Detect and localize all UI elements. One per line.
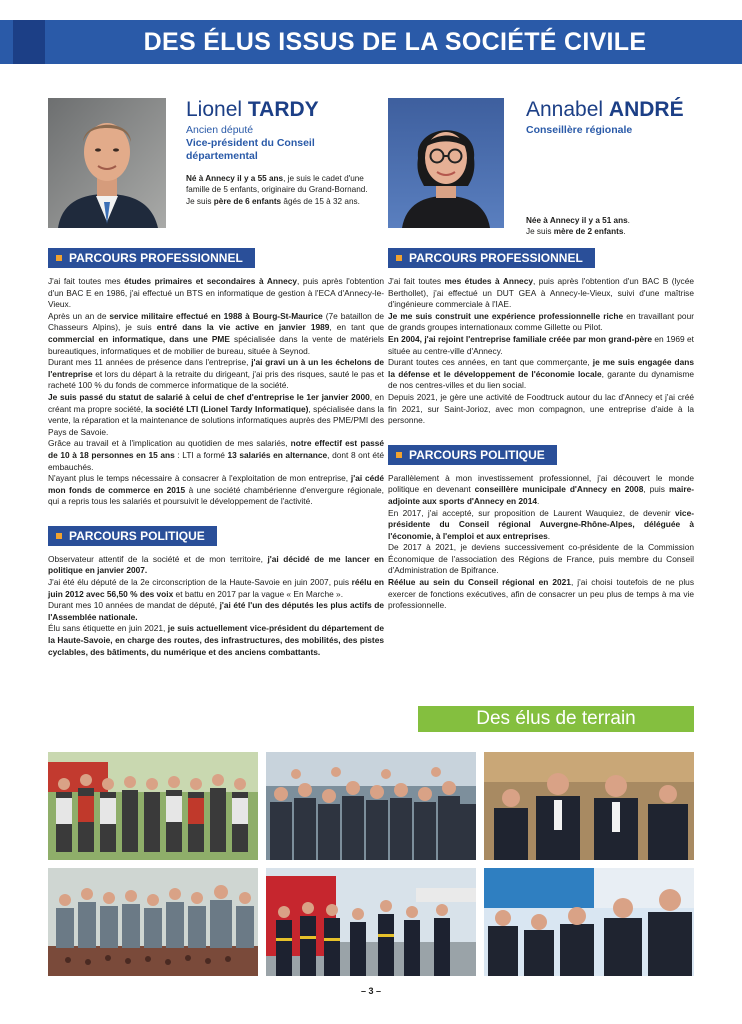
first-name: Annabel [526, 98, 604, 121]
section-heading-professional [388, 248, 595, 268]
heading-label: PARCOURS POLITIQUE [69, 528, 205, 543]
paragraph [48, 392, 384, 438]
paragraph [526, 215, 694, 226]
paragraph [186, 196, 384, 207]
text-run: en travaillant pour de grands groupes internationaux comme Gillette ou Pilot. [388, 310, 694, 333]
paragraph [48, 311, 384, 357]
text-run-bold: service militaire effectué en 1988 à Bourg-St-Maurice [109, 310, 323, 321]
text-run-bold: notre effectif est passé de 10 à 18 personnes en 15 ans [48, 438, 385, 460]
text-run-bold: mes études à Annecy [444, 276, 533, 286]
profile-bio [186, 173, 384, 207]
section-heading-political [388, 445, 557, 465]
profile-header-tardy [48, 98, 384, 230]
text-run: J'ai fait toutes mes [48, 276, 125, 286]
text-run-bold: entré dans la vie active en janvier 1989 [156, 322, 330, 333]
text-run-bold: commercial en informatique, dans une PME [48, 333, 230, 344]
profile-column-tardy [48, 98, 384, 658]
text-run: J'ai fait toutes [388, 276, 445, 286]
paragraph [48, 600, 384, 623]
photo-group-outdoor [48, 752, 258, 860]
role-current: Conseillère régionale [526, 124, 633, 136]
text-run-bold: j'ai gravi un à un les échelons de l'entreprise [48, 357, 385, 379]
paragraph [48, 438, 384, 473]
section-heading-political [48, 526, 217, 546]
text-run: Parallèlement à mon investissement professionnel, j'ai découvert le monde politique en devenant [388, 472, 694, 495]
text-run: . [536, 495, 540, 506]
portrait-tardy [48, 98, 166, 228]
heading-label: PARCOURS PROFESSIONNEL [69, 251, 243, 265]
text-run-bold: Je me suis construit une expérience professionnelle riche [388, 310, 624, 321]
text-run-bold: la société LTI (Lionel Tardy Informatique) [145, 403, 309, 414]
text-run-bold: père de 6 enfants [213, 196, 282, 206]
photo-officials-indoor [484, 752, 694, 860]
text-run-bold: maire-adjointe aux sports d'Annecy en 2014 [388, 484, 694, 506]
text-run: âgés de 15 à 32 ans. [281, 196, 360, 206]
paragraph [48, 276, 384, 311]
profile-name [186, 98, 384, 122]
heading-square-icon [56, 255, 62, 261]
paragraph [186, 173, 384, 196]
text-run: . [547, 530, 551, 541]
political-text [388, 473, 694, 612]
profile-info-tardy [186, 98, 384, 207]
text-run: Je suis [526, 227, 554, 237]
paragraph [526, 226, 694, 237]
text-run: , spécialisée dans la vente, la réparation et la maintenance de solutions informatiques auprès des PME/PMI des Pays de Savoie. [48, 403, 385, 437]
text-run-bold: études primaires et secondaires à Annecy [124, 276, 298, 286]
banner-accent [13, 20, 45, 64]
photo-firefighters [266, 868, 476, 976]
profile-role [526, 124, 694, 137]
last-name: TARDY [247, 98, 319, 121]
text-run: En 2017, j'ai accepté, sur proposition de Laurent Wauquiez, de devenir [388, 507, 675, 518]
profile-header-andre [388, 98, 694, 237]
first-name: Lionel [186, 98, 243, 121]
text-run: , puis après l'obtention d'un BAC B (lycée Berthollet), j'ai effectué un DUT GEA à Annecy-le-Vieux, suivi d'une maîtrise d'ingénieure commerciale à l'IAE. [388, 276, 694, 310]
text-run: , garante du dynamisme de nos centres-villes et du lien social. [388, 368, 694, 391]
heading-square-icon [56, 533, 62, 539]
profile-column-andre [388, 98, 694, 612]
paragraph [388, 357, 694, 392]
paragraph [388, 473, 694, 508]
paragraph [388, 311, 694, 334]
text-run: , en créant ma propre société, [48, 391, 385, 414]
role-current: Vice-président du Conseil départemental [186, 137, 315, 162]
text-run-bold: conseillère municipale d'Annecy en 2008 [474, 484, 644, 495]
text-run: Après un an de [48, 310, 110, 321]
profile-role [186, 124, 384, 163]
paragraph [388, 508, 694, 543]
paragraph [388, 542, 694, 577]
paragraph [48, 577, 384, 600]
text-run: . [623, 227, 626, 237]
profile-bio [526, 215, 694, 238]
text-run: , je suis le cadet d'une famille de 5 enfants, originaire du Grand-Bornand. [186, 174, 368, 195]
text-run: , j'ai choisi toutefois de ne plus exercer de fonctions exécutives, afin de consacrer un peu plus de temps à ma vie professionnelle. [388, 577, 694, 611]
text-run: , en tant que [329, 322, 384, 333]
heading-label: PARCOURS POLITIQUE [409, 447, 545, 462]
profile-name [526, 98, 694, 122]
heading-square-icon [396, 255, 402, 261]
profile-info-andre [526, 98, 694, 238]
text-run: , dont 8 ont été embauchés. [48, 449, 384, 472]
text-run-bold: Je suis passé du statut de salarié à celui de chef d'entreprise le 1er janvier 2000 [48, 391, 370, 402]
terrain-heading: Des élus de terrain [418, 706, 694, 732]
text-run: Durant toutes ces années, en tant que commerçante, [388, 357, 593, 368]
text-run-bold: Née à Annecy il y a 51 ans [526, 216, 628, 225]
text-run: spécialisée dans la vente de matériels bureautiques, informatiques et de mobilier de bureau, située à Seynod. [48, 333, 384, 356]
text-run: N'ayant plus le temps nécessaire à consacrer à l'exploitation de mon entreprise, [48, 473, 351, 484]
text-run: Depuis 2021, je gère une activité de Foodtruck autour du lac d'Annecy et j'ai créé fin 2021, sur Saint-Jorioz, avec mon compagnon, une entreprise d'aide à la personne. [388, 391, 694, 426]
text-run: Durant mes 10 années de mandat de député, [48, 600, 220, 611]
paragraph [388, 334, 694, 357]
text-run-bold: je suis actuellement vice-président du département de la Haute-Savoie, en charge des routes, des infrastructures, des mobilités, des pistes cyclables, des bâtiments, du numérique et des anciens combattants. [48, 623, 384, 657]
text-run-bold: 13 salariés en alternance [227, 449, 328, 460]
text-run: à une société chambérienne d'envergure régionale, qui a repris tous les salariés et poursuivit le développement de l'activité. [48, 484, 384, 507]
text-run: et battu en 2017 par la vague « En Marche ». [173, 588, 344, 599]
text-run: Durant mes 11 années de présence dans l'entreprise, [48, 357, 252, 368]
text-run-bold: j'ai décidé de me lancer en politique en janvier 2007. [48, 553, 384, 576]
text-run: en 1969 et située au centre-ville d'Annecy. [388, 333, 695, 356]
paragraph [48, 473, 384, 508]
political-text [48, 554, 384, 658]
title-banner [0, 20, 742, 64]
text-run: Je suis [186, 196, 214, 206]
role-former: Ancien député [186, 124, 254, 136]
paragraph [388, 276, 694, 311]
text-run: Grâce au travail et à l'implication au quotidien de mes salariés, [48, 438, 291, 449]
text-run: , puis [643, 484, 669, 495]
paragraph [48, 554, 384, 577]
text-run-bold: Né à Annecy il y a 55 ans [186, 174, 284, 183]
paragraph [48, 357, 384, 392]
page-title: DES ÉLUS ISSUS DE LA SOCIÉTÉ CIVILE [143, 28, 647, 56]
paragraph [388, 392, 694, 427]
text-run-bold: mère de 2 enfants [553, 227, 624, 237]
heading-square-icon [396, 452, 402, 458]
text-run: , puis après l'obtention d'un BAC E en 1986, j'ai effectué un BTS en informatique de gestion à l'ECA d'Annecy-le-Vieux. [48, 276, 385, 310]
text-run-bold: je me suis engagée dans la défense et le développement de l'économie locale [388, 357, 694, 379]
text-run-bold: En 2004, j'ai rejoint l'entreprise familiale créée par mon grand-père [388, 333, 652, 344]
photo-crowd-meeting [266, 752, 476, 860]
text-run-bold: vice-présidente du Conseil régional Auvergne-Rhône-Alpes, déléguée à l'économie, à l'emploi et aux entreprises [388, 507, 694, 541]
text-run: De 2017 à 2021, je deviens successivement co-présidente de la Commission Économique de l'association des Régions de France, puis membre du Conseil d'Administration de Bpifrance. [388, 542, 694, 576]
section-heading-professional [48, 248, 255, 268]
text-run: (7e bataillon de Chasseurs Alpins), je suis [48, 310, 384, 333]
text-run: . [627, 216, 630, 225]
portrait-andre [388, 98, 504, 228]
text-run: et lors du départ à la retraite du dirigeant, j'ai pris des risques, sauté le pas et racheté 100 % du fonds de commerce informatique de la société. [48, 368, 384, 391]
professional-text [388, 276, 694, 427]
text-run-bold: j'ai cédé mon fonds de commerce en 2015 [48, 473, 384, 495]
text-run: : LTI a formé [174, 449, 228, 460]
photo-group-table [48, 868, 258, 976]
text-run: J'ai été élu député de la 2e circonscription de la Haute-Savoie en juin 2007, puis [48, 577, 352, 588]
text-run: Observateur attentif de la société et de mon territoire, [48, 553, 268, 564]
paragraph [388, 577, 694, 612]
text-run: Élu sans étiquette en juin 2021, [48, 623, 168, 634]
text-run-bold: j'ai été l'un des députés les plus actifs de l'Assemblée nationale. [48, 600, 384, 622]
last-name: ANDRÉ [608, 98, 684, 121]
text-run-bold: Réélue au sein du Conseil régional en 2021 [388, 577, 571, 588]
page-number: – 3 – [360, 986, 382, 996]
photo-officials-event [484, 868, 694, 976]
text-run-bold: réélu en juin 2012 avec 56,50 % des voix [48, 577, 385, 599]
heading-label: PARCOURS PROFESSIONNEL [409, 251, 583, 265]
professional-text [48, 276, 384, 508]
paragraph [48, 623, 384, 658]
